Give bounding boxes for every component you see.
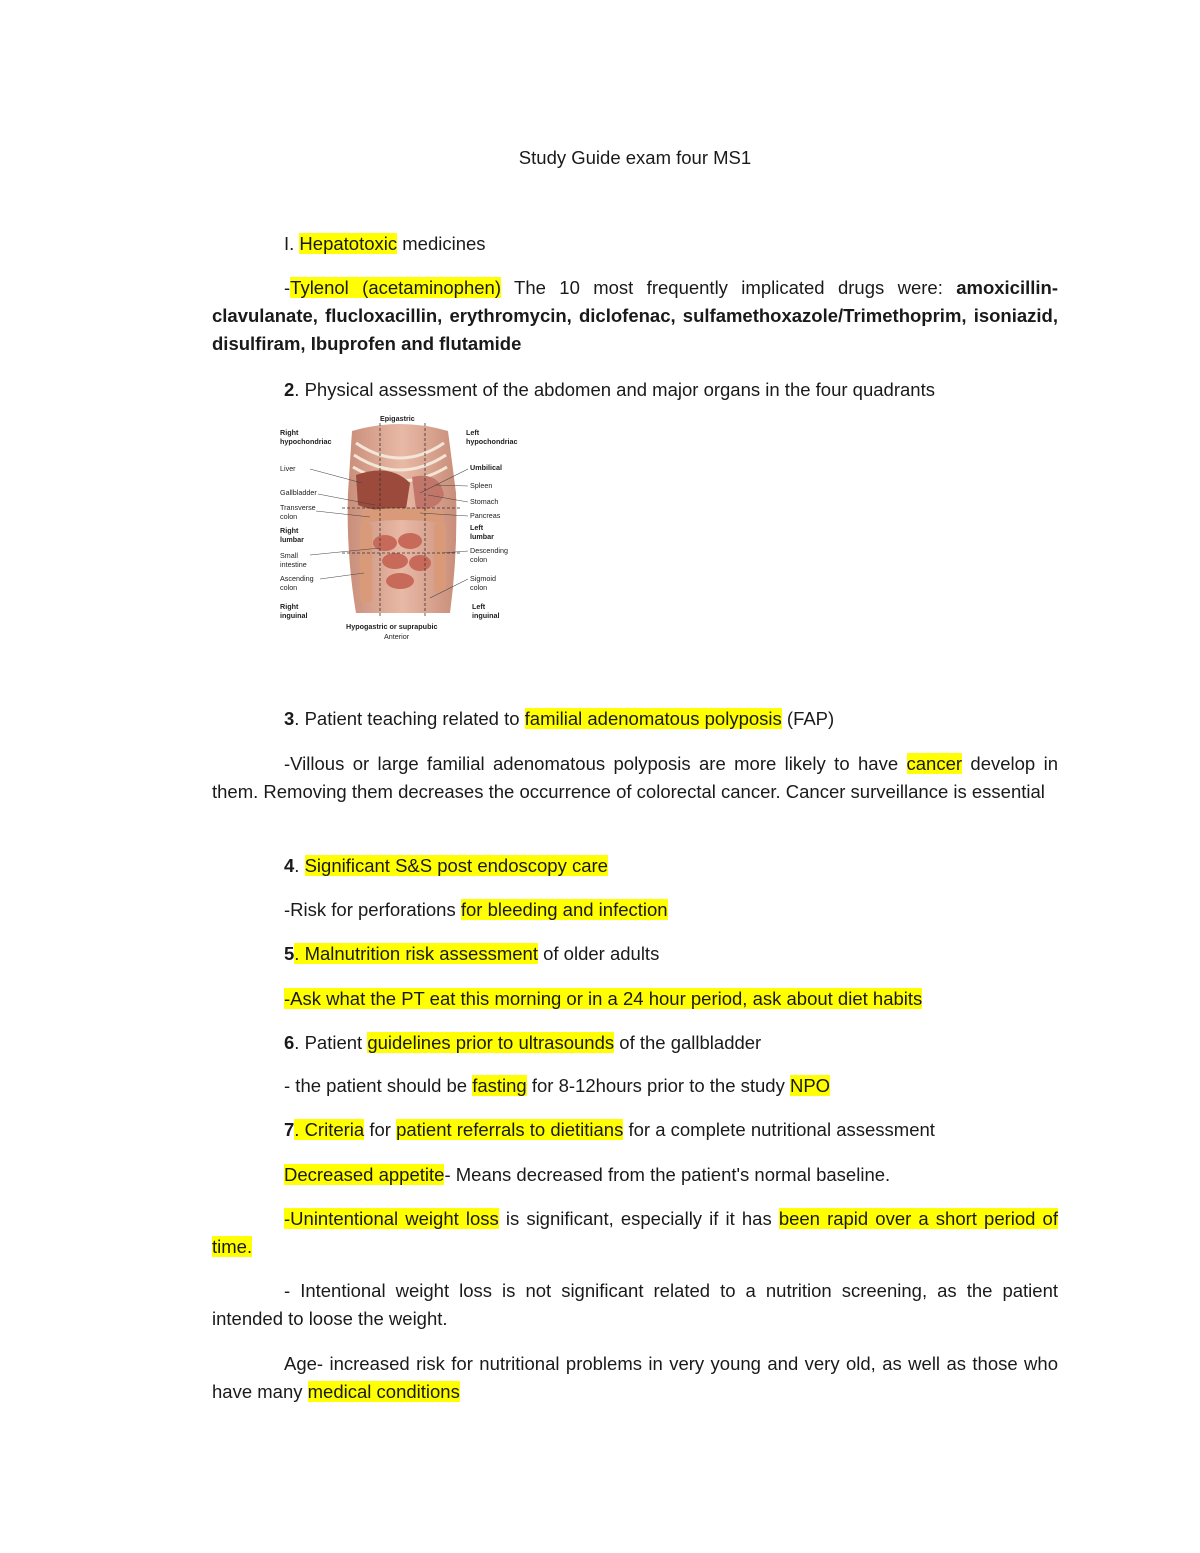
label-ascending-colon-2: colon	[280, 583, 298, 592]
label-descending-colon-1: Descending	[470, 546, 508, 555]
section-3-heading: 3. Patient teaching related to familial adenomatous polyposis (FAP)	[284, 708, 835, 729]
label-left-lumbar-2: lumbar	[470, 532, 494, 541]
label-pancreas: Pancreas	[470, 511, 501, 520]
label-right-hypochondriac-2: hypochondriac	[280, 437, 332, 446]
abdomen-illustration	[280, 413, 540, 651]
label-left-inguinal-1: Left	[472, 602, 486, 611]
label-hypogastric: Hypogastric or suprapubic	[346, 622, 438, 631]
label-left-hypochondriac-2: hypochondriac	[466, 437, 518, 446]
label-spleen: Spleen	[470, 481, 493, 490]
label-transverse-colon-2: colon	[280, 512, 298, 521]
intentional-weight-loss-paragraph: - Intentional weight loss is not significant related to a nutrition screening, as the patient intended to loose the weight.	[212, 1280, 1058, 1329]
section-6-detail: - the patient should be fasting for 8-12hours prior to the study NPO	[284, 1075, 831, 1096]
label-right-inguinal-1: Right	[280, 602, 299, 611]
section-4-heading: 4. Significant S&S post endoscopy care	[284, 855, 608, 876]
age-risk-paragraph: Age- increased risk for nutritional problems in very young and very old, as well as those who have many medical conditions	[212, 1353, 1058, 1402]
abdomen-regions-figure	[280, 413, 540, 651]
label-left-lumbar-1: Left	[470, 523, 484, 532]
section-4-detail: -Risk for perforations for bleeding and infection	[284, 899, 668, 920]
label-umbilical: Umbilical	[470, 463, 502, 472]
section-6-heading: 6. Patient guidelines prior to ultrasounds of the gallbladder	[284, 1032, 762, 1053]
label-liver: Liver	[280, 464, 296, 473]
label-right-inguinal-2: inguinal	[280, 611, 308, 620]
label-stomach: Stomach	[470, 497, 499, 506]
label-descending-colon-2: colon	[470, 555, 488, 564]
unintentional-weight-loss-paragraph: -Unintentional weight loss is significant, especially if it has been rapid over a short period of time.	[212, 1208, 1058, 1257]
section-1-heading: I. Hepatotoxic medicines	[284, 233, 486, 254]
document-title: Study Guide exam four MS1	[518, 147, 752, 168]
ascending-colon-organ	[360, 523, 372, 603]
section-2-heading: 2. Physical assessment of the abdomen and major organs in the four quadrants	[284, 379, 935, 400]
label-anterior: Anterior	[384, 632, 410, 641]
label-ascending-colon-1: Ascending	[280, 574, 314, 583]
section-1-paragraph: -Tylenol (acetaminophen) The 10 most frequently implicated drugs were: amoxicillin-clavulanate, flucloxacillin, erythromycin, diclofenac, sulfamethoxazole/Trimethoprim, isoniazid, disulfiram, Ibuprofen and flutamide	[212, 277, 1058, 354]
label-right-hypochondriac-1: Right	[280, 428, 299, 437]
section-5-detail: -Ask what the PT eat this morning or in a 24 hour period, ask about diet habits	[284, 988, 923, 1009]
label-right-lumbar-2: lumbar	[280, 535, 304, 544]
section-3-paragraph: -Villous or large familial adenomatous polyposis are more likely to have cancer develop in them. Removing them decreases the occurrence of colorectal cancer. Cancer surveillance is essential	[212, 753, 1059, 802]
label-left-inguinal-2: inguinal	[472, 611, 500, 620]
label-epigastric: Epigastric	[380, 414, 415, 423]
descending-colon-organ	[434, 523, 446, 593]
label-sigmoid-colon-1: Sigmoid	[470, 574, 496, 583]
label-sigmoid-colon-2: colon	[470, 583, 488, 592]
label-right-lumbar-1: Right	[280, 526, 299, 535]
label-small-intestine-2: intestine	[280, 560, 307, 569]
label-gallbladder: Gallbladder	[280, 488, 317, 497]
section-7-heading: 7. Criteria for patient referrals to dietitians for a complete nutritional assessment	[284, 1119, 935, 1140]
label-small-intestine-1: Small	[280, 551, 298, 560]
label-transverse-colon-1: Transverse	[280, 503, 316, 512]
section-5-heading: 5. Malnutrition risk assessment of older adults	[284, 943, 660, 964]
decreased-appetite-line: Decreased appetite- Means decreased from the patient's normal baseline.	[284, 1164, 891, 1185]
label-left-hypochondriac-1: Left	[466, 428, 480, 437]
